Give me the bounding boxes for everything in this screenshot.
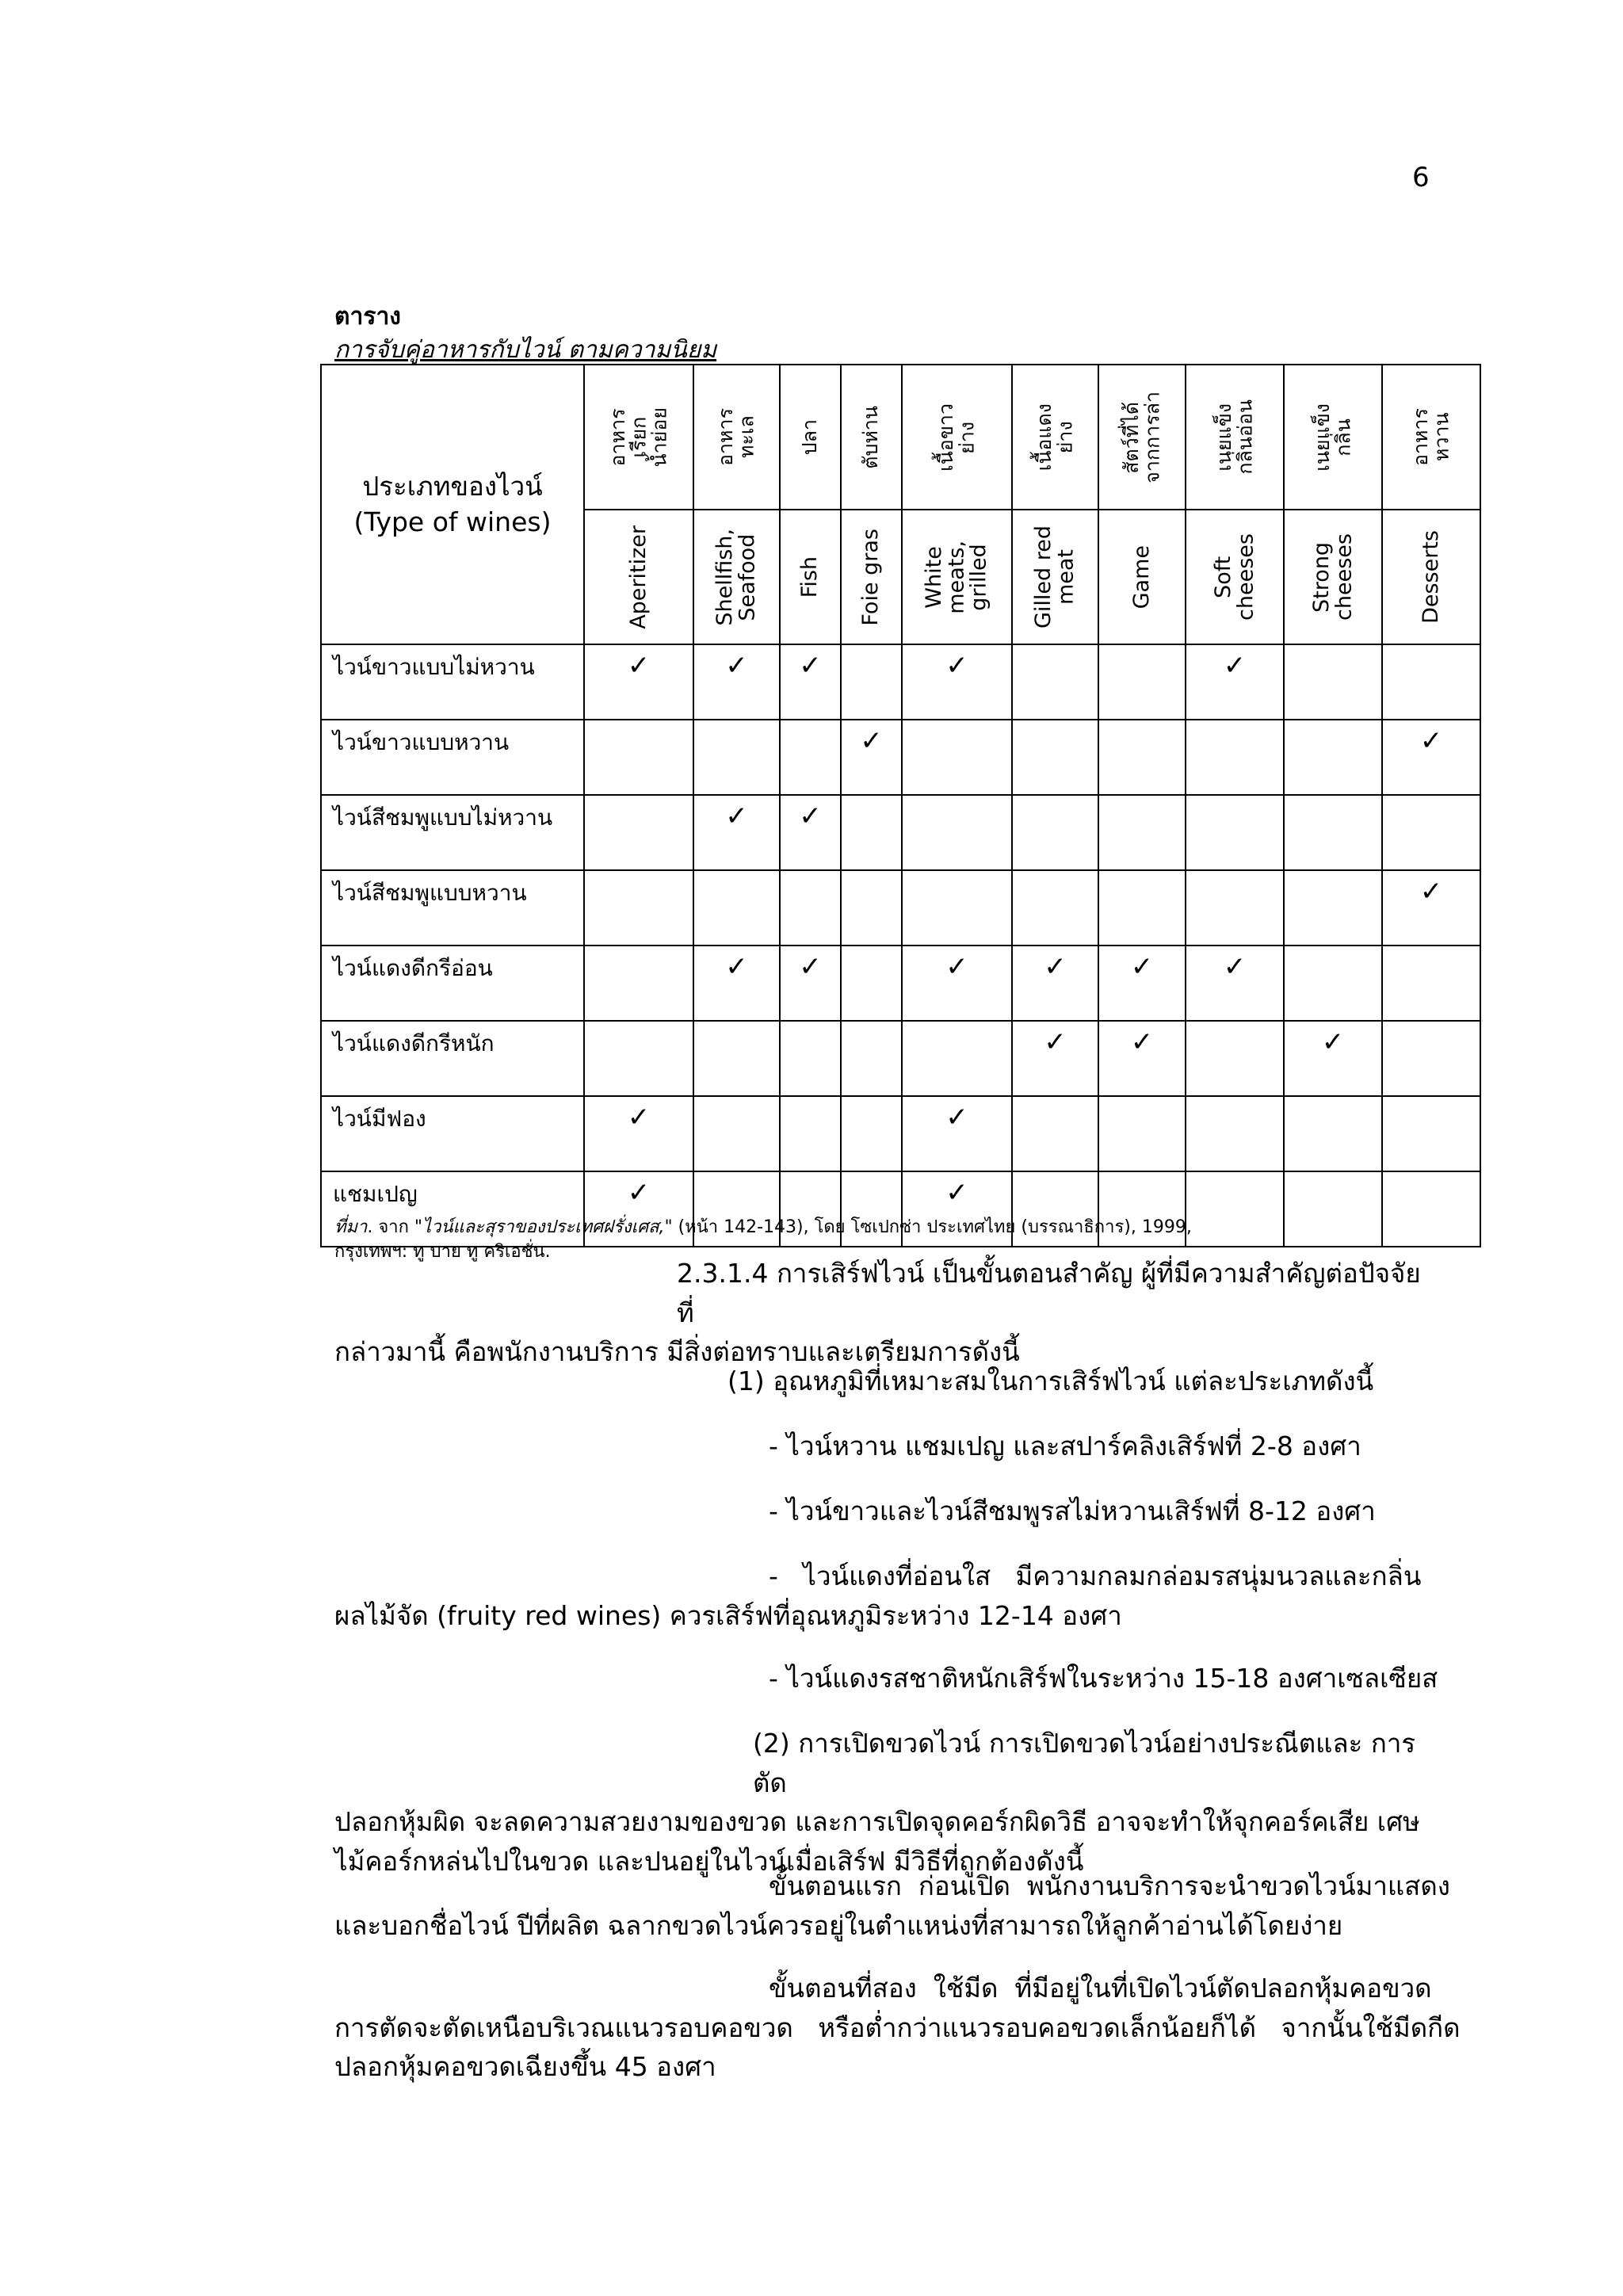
check-mark-cell: ✓ xyxy=(584,1171,693,1247)
column-header-thai xyxy=(1012,365,1098,510)
column-header-thai xyxy=(1284,365,1382,510)
column-label-thai: เนยแข็ง กลิ่นอ่อน xyxy=(1212,399,1256,475)
empty-cell xyxy=(1284,644,1382,720)
check-mark-cell: ✓ xyxy=(902,644,1012,720)
table-row xyxy=(321,720,1480,795)
check-mark-cell: ✓ xyxy=(780,644,841,720)
empty-cell xyxy=(1012,870,1098,946)
p1-line2: กล่าวมานี้ คือพนักงานบริการ มีสิ่งต่อทราบและเตรียมการดังนี้ xyxy=(334,1336,1020,1367)
p1-line1: 2.3.1.4 การเสิร์ฟไวน์ เป็นขั้นตอนสำคัญ ผู้ที่มีความสำคัญต่อปัจจัยที่ xyxy=(677,1258,1421,1328)
check-mark-cell: ✓ xyxy=(584,644,693,720)
column-label-thai: เนยแข็ง กลิ่น xyxy=(1310,403,1354,472)
column-header-eng xyxy=(841,510,902,644)
paragraph-heavy-red: - ไวน์แดงรสชาติหนักเสิร์ฟในระหว่าง 15-18 องศาเซลเซียส xyxy=(769,1663,1438,1694)
empty-cell xyxy=(1186,720,1284,795)
check-mark-cell: ✓ xyxy=(693,644,780,720)
empty-cell xyxy=(1382,1021,1480,1096)
empty-cell xyxy=(1186,795,1284,870)
check-mark-cell: ✓ xyxy=(693,946,780,1021)
source-title: "ไวน์และสุราของประเทศฝรั่งเศส," xyxy=(414,1217,673,1237)
wine-type-cell: ไวน์แดงดีกรีอ่อน xyxy=(321,946,584,1021)
check-mark-cell: ✓ xyxy=(1186,946,1284,1021)
check-mark-cell: ✓ xyxy=(841,720,902,795)
check-mark-cell: ✓ xyxy=(584,1096,693,1171)
column-label-thai: ปลา xyxy=(798,418,822,456)
column-label-eng: Fish xyxy=(797,556,823,598)
check-mark-cell: ✓ xyxy=(1098,1021,1186,1096)
p7-line3: ไม้คอร์กหล่นไปในขวด และปนอยู่ในไวน์เมื่อเสิร์ฟ มีวิธีที่ถูกต้องดังนี้ xyxy=(334,1845,1084,1877)
column-label-eng: White meats, grilled xyxy=(921,540,991,614)
empty-cell xyxy=(1382,1096,1480,1171)
empty-cell xyxy=(693,870,780,946)
column-header-eng xyxy=(584,510,693,644)
empty-cell xyxy=(841,870,902,946)
empty-cell xyxy=(584,946,693,1021)
column-label-thai: เนื้อขาว ย่าง xyxy=(934,403,979,472)
column-header-thai xyxy=(584,365,693,510)
empty-cell xyxy=(1012,795,1098,870)
table-label: ตาราง xyxy=(334,303,401,330)
empty-cell xyxy=(902,1021,1012,1096)
empty-cell xyxy=(1382,946,1480,1021)
source-prefix: . จาก xyxy=(367,1217,414,1237)
empty-cell xyxy=(1382,795,1480,870)
empty-cell xyxy=(1098,1096,1186,1171)
page-number: 6 xyxy=(1412,162,1430,193)
p5-line1: - ไวน์แดงที่อ่อนใส มีความกลมกล่อมรสนุ่มนวลและกลิ่น xyxy=(769,1561,1422,1591)
wine-type-cell: ไวน์สีชมพูแบบไม่หวาน xyxy=(321,795,584,870)
empty-cell xyxy=(1284,870,1382,946)
table-row xyxy=(321,946,1480,1021)
source-rest: (หน้า 142-143), โดย โซเปกซ่า ประเทศไทย (บรรณาธิการ), 1999, xyxy=(672,1217,1192,1237)
p8-line1: ขั้นตอนแรก ก่อนเปิด พนักงานบริการจะนำขวดไวน์มาแสดง xyxy=(769,1870,1450,1901)
paragraph-serving xyxy=(334,1254,1428,1372)
empty-cell xyxy=(1098,795,1186,870)
column-label-thai: อาหาร ทะเล xyxy=(714,408,758,466)
check-mark-cell: ✓ xyxy=(1382,870,1480,946)
empty-cell xyxy=(1186,1021,1284,1096)
empty-cell xyxy=(780,1096,841,1171)
paragraph-opening xyxy=(334,1724,1428,1881)
column-label-eng: Game xyxy=(1128,544,1154,609)
empty-cell xyxy=(1012,644,1098,720)
wine-type-cell: ไวน์ขาวแบบหวาน xyxy=(321,720,584,795)
empty-cell xyxy=(780,1021,841,1096)
empty-cell xyxy=(902,720,1012,795)
header-row-thai xyxy=(321,365,1480,510)
column-header-eng xyxy=(1012,510,1098,644)
column-label-eng: Strong cheeses xyxy=(1308,533,1356,621)
check-mark-cell: ✓ xyxy=(902,946,1012,1021)
column-header-eng xyxy=(780,510,841,644)
paragraph-step-two xyxy=(334,1969,1461,2087)
column-header-thai xyxy=(1382,365,1480,510)
paragraph-temperature: (1) อุณหภูมิที่เหมาะสมในการเสิร์ฟไวน์ แต่ละประเภทดังนี้ xyxy=(727,1366,1374,1396)
column-label-eng: Foie gras xyxy=(858,528,884,626)
p9-line2: การตัดจะตัดเหนือบริเวณแนวรอบคอขวด หรือต่ำกว่าแนวรอบคอขวดเล็กน้อยก็ได้ จากนั้นใช้มีดกีด xyxy=(334,2011,1461,2043)
empty-cell xyxy=(1284,946,1382,1021)
check-mark-cell: ✓ xyxy=(902,1171,1012,1247)
empty-cell xyxy=(1284,720,1382,795)
empty-cell xyxy=(693,1096,780,1171)
column-header-thai xyxy=(1098,365,1186,510)
wine-pairing-table xyxy=(320,364,1481,1247)
check-mark-cell: ✓ xyxy=(1284,1021,1382,1096)
empty-cell xyxy=(1284,795,1382,870)
column-header-eng xyxy=(902,510,1012,644)
check-mark-cell: ✓ xyxy=(1012,1021,1098,1096)
empty-cell xyxy=(584,720,693,795)
wine-type-header xyxy=(321,365,584,644)
empty-cell xyxy=(584,1021,693,1096)
column-label-eng: Soft cheeses xyxy=(1210,533,1258,621)
wine-type-cell: ไวน์แดงดีกรีหนัก xyxy=(321,1021,584,1096)
table-caption: การจับคู่อาหารกับไวน์ ตามความนิยม xyxy=(334,336,717,364)
column-label-thai: อาหาร หวาน xyxy=(1408,408,1453,466)
column-header-thai xyxy=(693,365,780,510)
table-row xyxy=(321,1096,1480,1171)
paragraph-step-one xyxy=(334,1866,1450,1945)
wine-type-cell: ไวน์มีฟอง xyxy=(321,1096,584,1171)
wine-type-cell: แชมเปญ xyxy=(321,1171,584,1247)
empty-cell xyxy=(1098,720,1186,795)
table-row xyxy=(321,644,1480,720)
check-mark-cell: ✓ xyxy=(693,795,780,870)
check-mark-cell: ✓ xyxy=(1382,720,1480,795)
empty-cell xyxy=(584,870,693,946)
column-label-thai: สัตว์ที่ได้ จากการล่า xyxy=(1119,391,1163,483)
column-header-thai xyxy=(1186,365,1284,510)
column-header-eng xyxy=(1382,510,1480,644)
empty-cell xyxy=(584,795,693,870)
source-line2: กรุงเทพฯ: ทู บาย ทู คริเอชั่น. xyxy=(334,1242,551,1263)
p9-line3: ปลอกหุ้มคอขวดเฉียงขึ้น 45 องศา xyxy=(334,2051,716,2082)
paragraph-white-wine: - ไวน์ขาวและไวน์สีชมพูรสไม่หวานเสิร์ฟที่ 8-12 องศา xyxy=(769,1496,1376,1526)
p8-line2: และบอกชื่อไวน์ ปีที่ผลิต ฉลากขวดไวน์ควรอยู่ในตำแหน่งที่สามารถให้ลูกค้าอ่านได้โดยง่าย xyxy=(334,1909,1343,1941)
empty-cell xyxy=(1382,644,1480,720)
empty-cell xyxy=(902,795,1012,870)
source-label: ที่มา xyxy=(334,1217,368,1237)
empty-cell xyxy=(1186,870,1284,946)
empty-cell xyxy=(693,720,780,795)
check-mark-cell: ✓ xyxy=(1098,946,1186,1021)
paragraph-sweet-wine: - ไวน์หวาน แชมเปญ และสปาร์คลิงเสิร์ฟที่ 2-8 องศา xyxy=(769,1431,1361,1461)
column-header-thai xyxy=(902,365,1012,510)
empty-cell xyxy=(1098,644,1186,720)
p7-line1: (2) การเปิดขวดไวน์ การเปิดขวดไวน์อย่างประณีตและ การตัด xyxy=(753,1728,1416,1798)
table-row xyxy=(321,795,1480,870)
empty-cell xyxy=(1098,870,1186,946)
check-mark-cell: ✓ xyxy=(780,946,841,1021)
wine-type-header-thai: ประเภทของไวน์ xyxy=(362,470,543,502)
paragraph-light-red xyxy=(334,1557,1428,1635)
column-label-eng: Shellfish, Seafood xyxy=(712,528,760,626)
empty-cell xyxy=(780,870,841,946)
empty-cell xyxy=(841,795,902,870)
check-mark-cell: ✓ xyxy=(1186,644,1284,720)
column-header-eng xyxy=(1186,510,1284,644)
wine-type-cell: ไวน์ขาวแบบไม่หวาน xyxy=(321,644,584,720)
empty-cell xyxy=(841,644,902,720)
empty-cell xyxy=(780,720,841,795)
check-mark-cell: ✓ xyxy=(902,1096,1012,1171)
p7-line2: ปลอกหุ้มผิด จะลดความสวยงามของขวด และการเปิดจุดคอร์กผิดวิธี อาจจะทำให้จุกคอร์คเสีย เศษ xyxy=(334,1806,1420,1837)
empty-cell xyxy=(902,870,1012,946)
empty-cell xyxy=(841,1096,902,1171)
column-header-thai xyxy=(841,365,902,510)
column-header-eng xyxy=(1284,510,1382,644)
check-mark-cell: ✓ xyxy=(780,795,841,870)
column-label-eng: Aperitizer xyxy=(625,525,651,629)
empty-cell xyxy=(841,1021,902,1096)
column-header-thai xyxy=(780,365,841,510)
empty-cell xyxy=(1284,1096,1382,1171)
column-label-eng: Gilled red meat xyxy=(1031,525,1079,629)
p5-line2: ผลไม้จัด (fruity red wines) ควรเสิร์ฟที่อุณหภูมิระหว่าง 12-14 องศา xyxy=(334,1599,1122,1631)
column-label-thai: ตับห่าน xyxy=(859,405,883,469)
column-header-eng xyxy=(693,510,780,644)
column-label-eng: Desserts xyxy=(1418,530,1443,624)
column-label-thai: อาหาร เรียก น้ำย่อย xyxy=(605,407,671,468)
empty-cell xyxy=(1012,720,1098,795)
table-row xyxy=(321,870,1480,946)
column-label-thai: เนื้อแดง ย่าง xyxy=(1033,403,1077,472)
wine-type-cell: ไวน์สีชมพูแบบหวาน xyxy=(321,870,584,946)
empty-cell xyxy=(1012,1096,1098,1171)
column-header-eng xyxy=(1098,510,1186,644)
table-row xyxy=(321,1021,1480,1096)
wine-type-header-eng: (Type of wines) xyxy=(353,506,552,537)
p9-line1: ขั้นตอนที่สอง ใช้มีด ที่มีอยู่ในที่เปิดไวน์ตัดปลอกหุ้มคอขวด xyxy=(769,1973,1432,2004)
empty-cell xyxy=(693,1021,780,1096)
empty-cell xyxy=(841,946,902,1021)
check-mark-cell: ✓ xyxy=(1012,946,1098,1021)
empty-cell xyxy=(1186,1096,1284,1171)
